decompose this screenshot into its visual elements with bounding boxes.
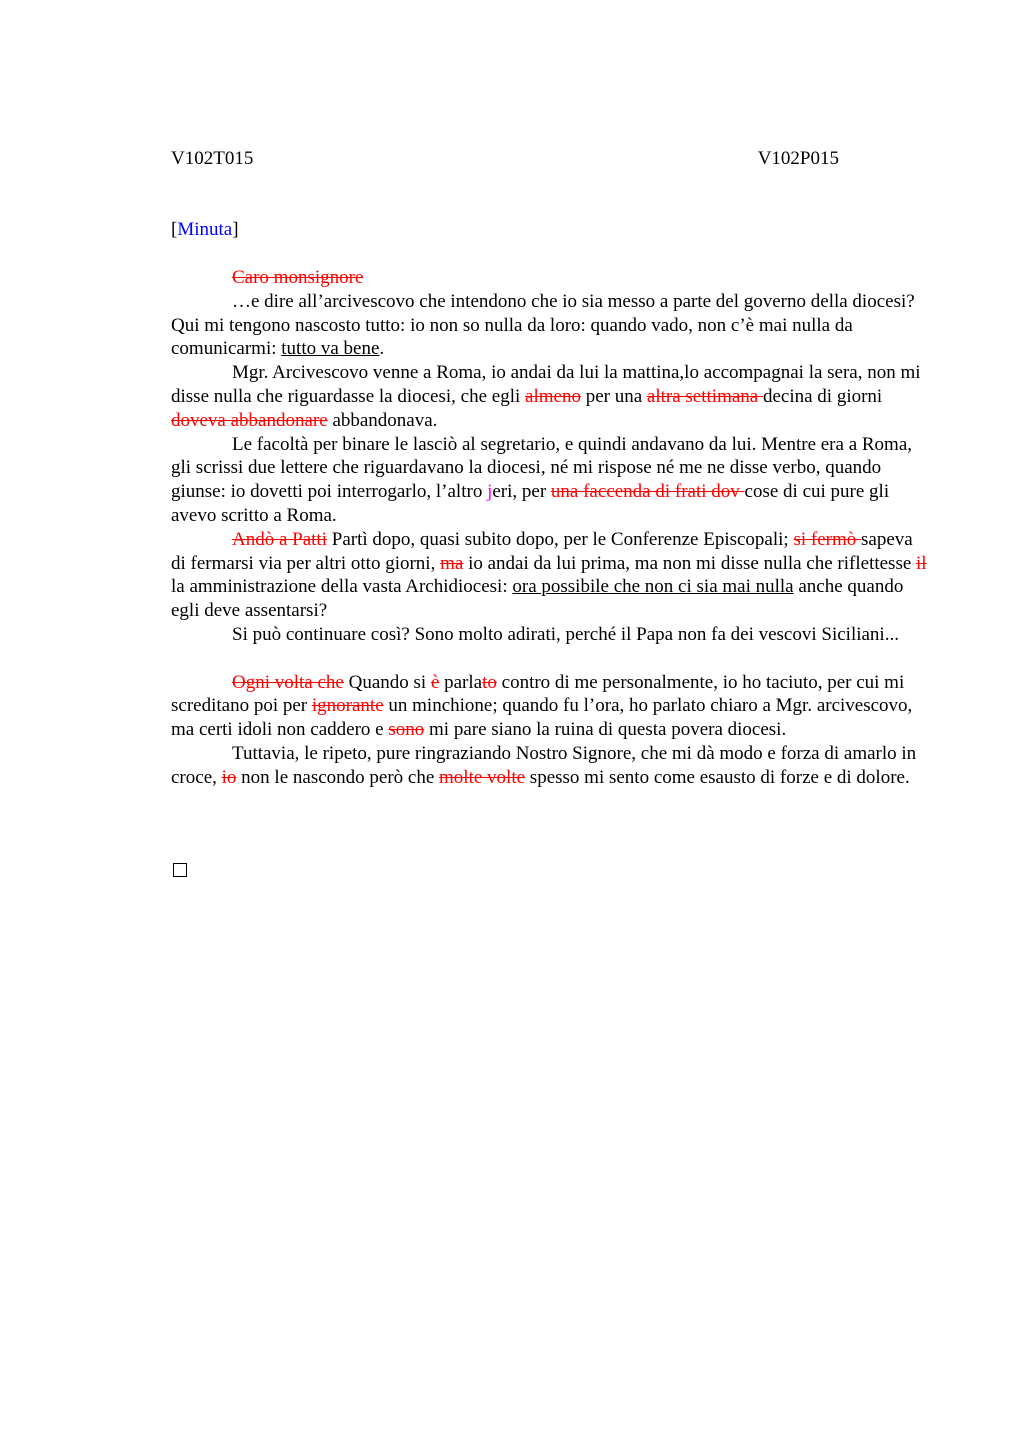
minuta-text: Minuta (177, 219, 233, 240)
document-header (171, 147, 839, 171)
paragraph-4 (171, 528, 931, 623)
text-run: Mgr. Arcivescovo venne a Roma, io andai da lui la mattina,lo accompagnai la sera, non mi disse nulla che riguardasse la diocesi, che egli (171, 362, 921, 407)
underlined-phrase: tutto va bene (281, 338, 380, 360)
text-run: Quando si (343, 671, 431, 693)
minuta-close-bracket: ] (232, 219, 239, 240)
deleted-word: una faccenda di frati dov (550, 481, 745, 503)
end-mark-square (173, 863, 187, 877)
left-code: V102T015 (171, 148, 254, 169)
deleted-word: doveva abbandonare (171, 409, 328, 431)
paragraph-1-body (171, 290, 931, 361)
text-run: Partì dopo, quasi subito dopo, per le Conferenze Episcopali; (327, 528, 794, 550)
text-run: la amministrazione della vasta Archidiocesi: (171, 576, 513, 598)
text-run: mi pare siano la ruina di questa povera diocesi. (424, 719, 787, 741)
paragraph-6 (171, 671, 931, 742)
paragraph-3 (171, 433, 931, 528)
deleted-word: sono (388, 719, 425, 741)
deleted-word: molte volte (439, 766, 526, 788)
text-run: sapeva di fermarsi via per altri otto giorni, (171, 528, 913, 574)
minuta-open-bracket: [ (171, 219, 178, 240)
deleted-word: il (916, 552, 927, 574)
deleted-word: almeno (525, 385, 581, 407)
paragraph-7 (171, 742, 931, 790)
text-run: abbandonava. (327, 409, 438, 431)
letter-body (171, 266, 931, 790)
underlined-phrase: ora possibile che non ci sia mai nulla (512, 576, 794, 598)
deleted-salutation: Caro monsignore (232, 267, 364, 288)
deleted-word: Ogni volta che (232, 671, 344, 693)
paragraph-2 (171, 361, 931, 432)
text-run: contro di me personalmente, io ho taciuto, per cui mi screditano poi per (171, 671, 905, 717)
text-run: un minchione; quando fu l’ora, ho parlato chiaro a Mgr. arcivescovo, ma certi idoli non caddero e (171, 695, 913, 741)
text-run: . (379, 338, 385, 360)
text-run: decina di giorni (762, 385, 883, 407)
right-code: V102P015 (757, 148, 839, 169)
paragraph-5 (171, 623, 931, 647)
text-run: spesso mi sento come esausto di forze e di dolore. (525, 766, 910, 788)
text-run: Si può continuare così? Sono molto adirati, perché il Papa non fa dei vescovi Siciliani... (232, 623, 899, 645)
text-run: io andai da lui prima, ma non mi disse nulla che riflettesse (463, 552, 917, 574)
deleted-word: ignorante (311, 695, 384, 717)
deleted-word: è (430, 671, 440, 693)
minuta-label (171, 218, 239, 242)
text-run: eri, per (492, 481, 551, 503)
text-run: …e dire all’arcivescovo che intendono che io sia messo a parte del governo della diocesi? Qui mi tengono nascosto tutto: io non so nulla da loro: quando vado, non c’è mai nulla da comunicarmi: (171, 290, 915, 360)
deleted-word: to (482, 671, 497, 693)
text-run: Le facoltà per binare le lasciò al segretario, e quindi andavano da lui. Mentre era a Roma, gli scrissi due lettere che riguardavano la diocesi, né mi rispose né me ne disse verbo, quando giunse: io dovetti poi interrogarlo, l’altro (171, 433, 913, 503)
deleted-word: si fermò (793, 528, 862, 550)
paragraph-1 (171, 266, 931, 290)
text-run: parla (439, 671, 483, 693)
deleted-word: io (221, 766, 237, 788)
inserted-letter: j (487, 481, 493, 503)
deleted-word: Andò a Patti (232, 528, 327, 550)
text-run: Tuttavia, le ripeto, pure ringraziando Nostro Signore, che mi dà modo e forza di amarlo in croce, (171, 742, 917, 788)
text-run: cose di cui pure gli avevo scritto a Roma. (171, 481, 890, 526)
text-run: per una (580, 385, 647, 407)
deleted-word: altra settimana (646, 385, 763, 407)
text-run: anche quando egli deve assentarsi? (171, 576, 904, 622)
text-run: non le nascondo però che (236, 766, 440, 788)
deleted-word: ma (440, 552, 464, 574)
